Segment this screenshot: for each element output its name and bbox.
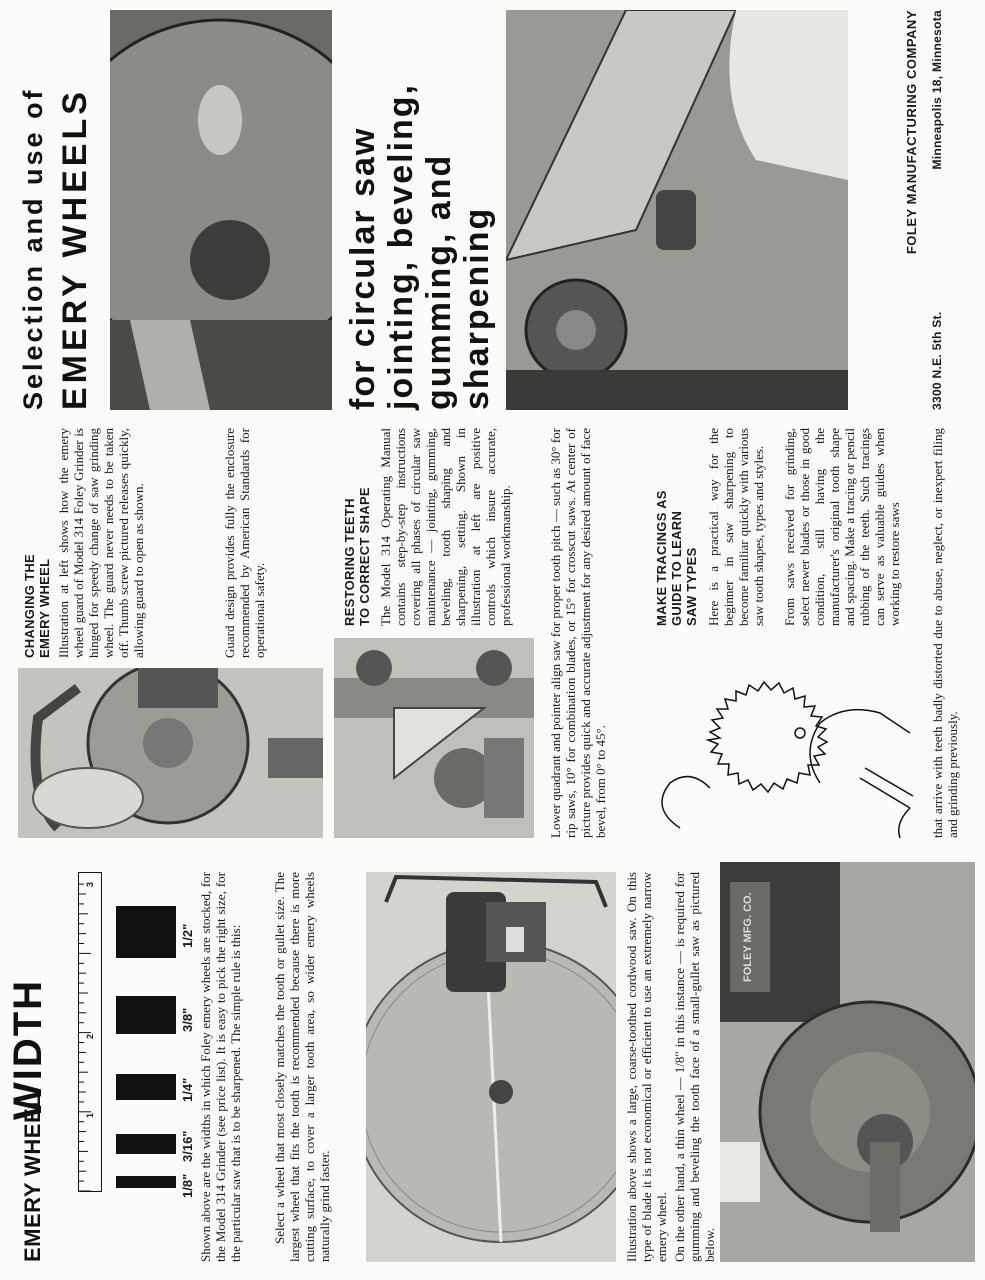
size-label-3-8: 3/8" [180, 1007, 195, 1032]
wheel-selection-rule: Select a wheel that most closely matches the tooth or gullet size. The largest wheel that fits the tooth is recommended because there is more cutting surface, to cover a larger tooth area, so wider emery wheels naturally grind faster. [272, 872, 332, 1262]
company-city: Minneapolis 18, Minnesota [930, 10, 944, 170]
maintenance-panel [0, 420, 985, 850]
tracings-heading-line3: SAW TYPES [684, 547, 699, 626]
foley-mfg-photo-label: FOLEY MFG. CO. [742, 892, 754, 982]
inch-ruler [78, 872, 102, 1192]
tracings-heading-line2: GUIDE TO LEARN [669, 510, 684, 626]
tracings-text-2: From saws received for grinding, select newer blades or those in good condition, still having the manufacturer's original tooth shape and spacing. Make a tracing or pencil rubbing of the teeth. Such tracings can serve as valuable guides when working to restore saws [782, 428, 902, 626]
ruler-ticks [79, 874, 100, 1191]
swatch-1-4 [116, 1074, 176, 1100]
swatch-1-2 [116, 906, 176, 958]
small-gullet-saw-illustration [720, 862, 975, 1262]
cordwood-saw-photo [366, 872, 616, 1262]
cover-subtitle-line4: sharpening [458, 206, 496, 410]
size-label-1-8: 1/8" [180, 1173, 195, 1198]
cover-bottom-grinder-illustration [506, 10, 848, 410]
tracings-text-3: that arrive with teeth badly distorted due to abuse, neglect, or inexpert filing and grinding previously. [930, 428, 960, 838]
quadrant-pointer-text: Lower quadrant and pointer align saw for proper tooth pitch — such as 30° for rip saws, 10° for combination blades, or 15° for crosscut saws. At center of picture provides quick and accurate adjustment for any desired amount of face bevel, from 0° to 45°. [548, 428, 608, 838]
tracings-heading-line1: MAKE TRACINGS AS [654, 490, 669, 626]
ruler-number-1: 1 [85, 1112, 95, 1118]
cover-subtitle-line3: gumming, and [420, 153, 458, 410]
cover-subtitle-line1: for circular saw [344, 126, 382, 410]
emery-wheel-width-panel [0, 850, 985, 1280]
cover-subtitle-line2: jointing, beveling, [382, 83, 420, 410]
panel-title-small: EMERY WHEEL [20, 1093, 45, 1262]
quadrant-control-illustration [334, 638, 534, 838]
changing-heading-line1: CHANGING THE [22, 554, 37, 658]
changing-wheel-text: Illustration at left shows how the emery wheel guard of Model 314 Foley Grinder is hinged for speedy change of saw grinding wheel. The guard never needs to be taken off. Thumb screw pictured releases quickly, allowing guard to open as shown. [56, 428, 146, 658]
restoring-text: The Model 314 Operating Manual contains step-by-step instructions covering all phases of circular saw maintenance — jointing, gumming, beveling, tooth shaping and sharpening, setting. Shown in illustration at left are positive controls which insure accurate, professional workmanship. [378, 428, 513, 626]
size-label-1-4: 1/4" [180, 1077, 195, 1102]
size-label-1-2: 1/2" [180, 923, 195, 948]
ruler-number-2: 2 [85, 1033, 95, 1039]
thin-wheel-caption: On the other hand, a thin wheel — 1/8" in this instance — is required for gumming and beveling the tooth face of a small-gullet saw as pictured below. [672, 872, 717, 1262]
grinder-guard-illustration [18, 668, 323, 838]
company-name: FOLEY MANUFACTURING COMPANY [904, 10, 919, 255]
cover-top-saw-illustration [110, 10, 332, 410]
saw-blade-tracing-icon [640, 638, 930, 838]
changing-heading-line2: EMERY WHEEL [37, 558, 52, 658]
restoring-heading-line2: TO CORRECT SHAPE [357, 487, 372, 626]
company-address: 3300 N.E. 5th St. [930, 311, 944, 410]
cover-bottom-grinder-photo [506, 10, 848, 410]
cover-top-saw-photo [110, 10, 332, 410]
grinder-guard-photo [18, 668, 323, 838]
tracings-text: Here is a practical way for the beginner in saw sharpening to become familiar quickly with various saw tooth shapes, types and styles. [706, 428, 766, 626]
swatch-3-8 [116, 996, 176, 1034]
ruler-number-3: 3 [85, 881, 95, 887]
cordwood-caption: Illustration above shows a large, coarse-toothed cordwood saw. On this type of blade it is not economical or efficient to use an extremely narrow emery wheel. [624, 872, 669, 1262]
wheel-width-intro: Shown above are the widths in which Foley emery wheels are stocked, for the Model 314 Grinder (see price list). It is easy to pick the right size, for the particular saw that is to be sharpened. The simple rule is this: [198, 872, 243, 1262]
cover-title-line2: EMERY WHEELS [56, 88, 94, 410]
panel-title-big: WIDTH [6, 978, 50, 1120]
restoring-heading-line1: RESTORING TEETH [342, 498, 357, 626]
guard-safety-text: Guard design provides fully the enclosure recommended by American Standards for operational safety. [222, 428, 267, 658]
cover-title-line1: Selection and use of [18, 87, 48, 410]
swatch-3-16 [116, 1134, 176, 1154]
cover-panel [0, 0, 985, 420]
saw-tracing-drawing [640, 638, 930, 838]
quadrant-control-photo [334, 638, 534, 838]
small-gullet-saw-photo [720, 862, 975, 1262]
swatch-1-8 [116, 1176, 176, 1188]
size-label-3-16: 3/16" [180, 1130, 195, 1162]
cordwood-saw-illustration [366, 872, 616, 1262]
